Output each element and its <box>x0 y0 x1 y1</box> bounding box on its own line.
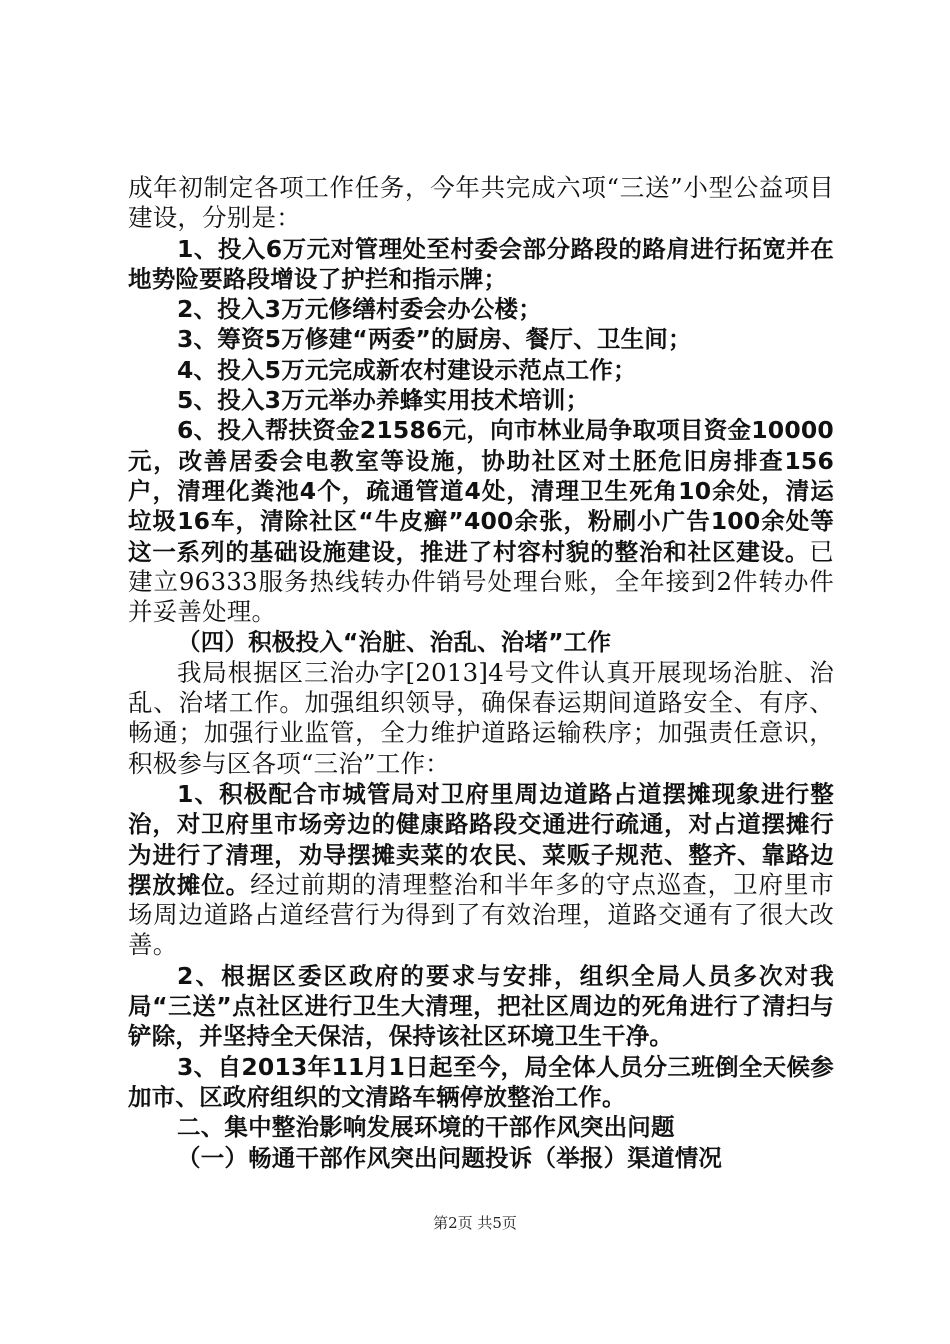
paragraph <box>128 1143 834 1173</box>
paragraph-text: 2、投入3万元修缮村委会办公楼； <box>177 295 542 324</box>
paragraph-tail-text: 已建立96333服务热线转办件销号处理台账，全年接到2件转办件并妥善处理。 <box>128 536 834 627</box>
paragraph <box>128 173 834 234</box>
paragraph <box>128 385 834 415</box>
paragraph <box>128 234 834 295</box>
paragraph <box>128 324 834 354</box>
paragraph-text: （一）畅通干部作风突出问题投诉（举报）渠道情况 <box>177 1143 723 1172</box>
paragraph <box>128 294 834 324</box>
paragraph-text: 成年初制定各项工作任务，今年共完成六项“三送”小型公益项目建设，分别是： <box>128 173 834 233</box>
page-footer: 第2页 共5页 <box>433 1214 517 1232</box>
paragraph <box>128 1052 834 1113</box>
paragraph-text: 1、积极配合市城管局对卫府里周边道路占道摆摊现象进行整治，对卫府里市场旁边的健康路路段交通进行疏通，对占道摆摊行为进行了清理，劝导摆摊卖菜的农民、菜贩子规范、整齐、靠路边摆放摊位。 <box>128 779 834 899</box>
paragraph-text: 我局根据区三治办字[2013]4号文件认真开展现场治脏、治乱、治堵工作。加强组织领导，确保春运期间道路安全、有序、畅通；加强行业监管，全力维护道路运输秩序；加强责任意识，积极参与区各项“三治”工作： <box>128 657 834 778</box>
paragraph-text: 3、自2013年11月1日起至今，局全体人员分三班倒全天候参加市、区政府组织的文清路车辆停放整治工作。 <box>128 1052 834 1111</box>
document-body <box>128 173 834 1173</box>
paragraph-text: 5、投入3万元举办养蜂实用技术培训； <box>177 386 590 415</box>
paragraph <box>128 658 834 779</box>
paragraph-text: （四）积极投入“治脏、治乱、治堵”工作 <box>177 628 612 657</box>
paragraph-text: 1、投入6万元对管理处至村委会部分路段的路肩进行拓宽并在地势险要路段增设了护拦和指示牌； <box>128 234 834 293</box>
paragraph-tail-text: 经过前期的清理整治和半年多的守点巡查，卫府里市场周边道路占道经营行为得到了有效治理，道路交通有了很大改善。 <box>128 869 834 960</box>
paragraph <box>128 779 834 961</box>
paragraph-text: 二、集中整治影响发展环境的干部作风突出问题 <box>177 1113 675 1142</box>
paragraph-text: 6、投入帮扶资金21586元，向市林业局争取项目资金10000元，改善居委会电教室等设施，协助社区对土胚危旧房排查156户，清理化粪池4个，疏通管道4处，清理卫生死角10余处，清运垃圾16车，清除社区“牛皮癣”400余张，粉刷小广告100余处等这一系列的基础设施建设，推进了村容村貌的整治和社区建设。 <box>128 416 834 566</box>
paragraph-text: 3、筹资5万修建“两委”的厨房、餐厅、卫生间； <box>177 325 692 354</box>
paragraph <box>128 627 834 657</box>
paragraph <box>128 1112 834 1142</box>
paragraph <box>128 355 834 385</box>
paragraph-text: 2、根据区委区政府的要求与安排，组织全局人员多次对我局“三送”点社区进行卫生大清理，把社区周边的死角进行了清扫与铲除，并坚持全天保洁，保持该社区环境卫生干净。 <box>128 961 834 1051</box>
paragraph <box>128 961 834 1052</box>
paragraph-text: 4、投入5万元完成新农村建设示范点工作； <box>177 355 637 384</box>
paragraph <box>128 415 834 627</box>
